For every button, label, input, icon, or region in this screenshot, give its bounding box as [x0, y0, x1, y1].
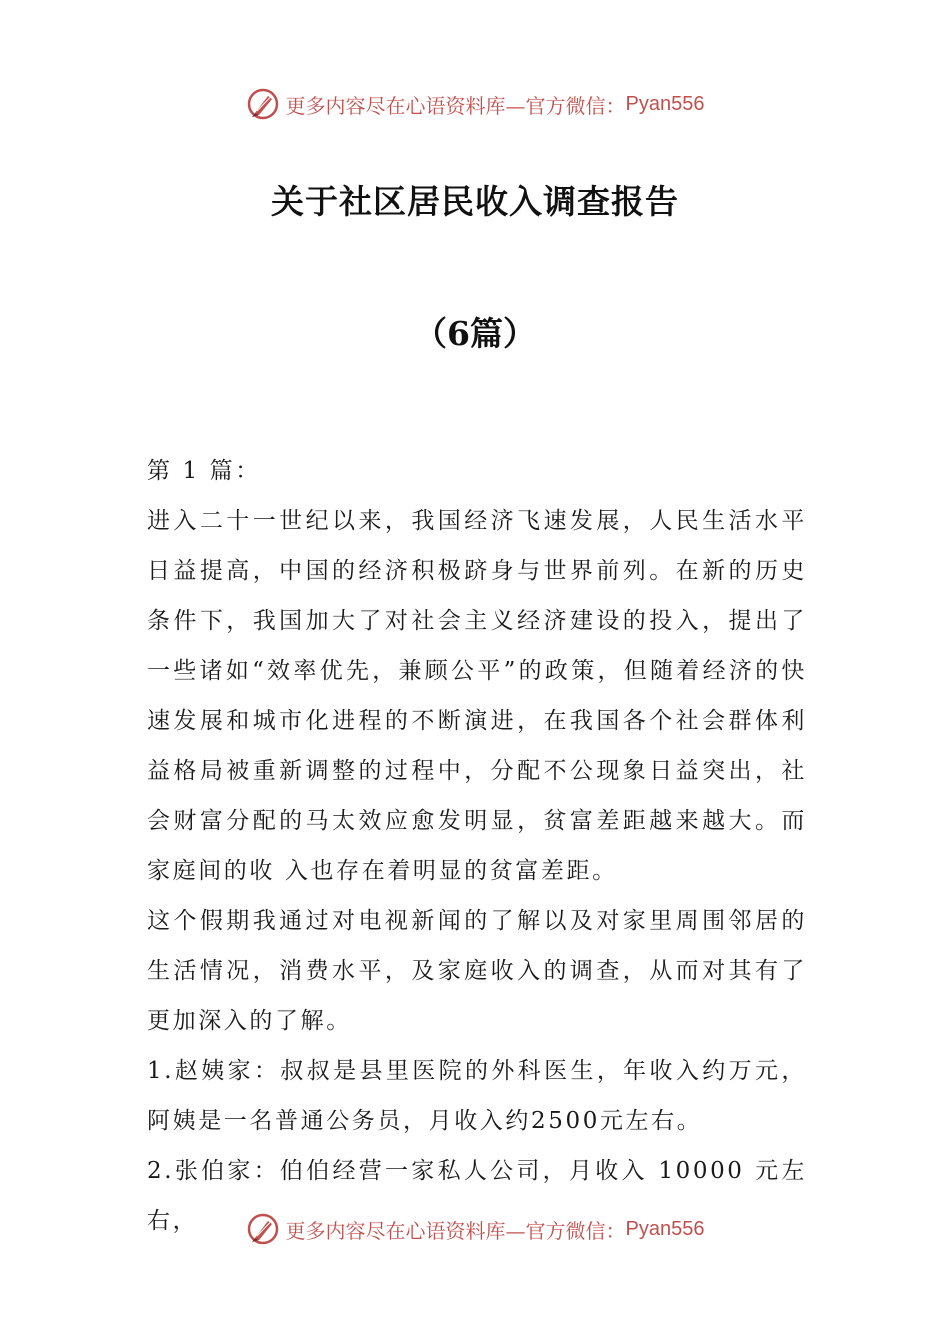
section-label: 第 1 篇： [147, 458, 261, 484]
pen-nib-icon [246, 1212, 280, 1246]
pen-nib-icon [246, 87, 280, 121]
list-item: 1.赵姨家：叔叔是县里医院的外科医生，年收入约万元，阿姨是一名普通公务员，月收入约2500元左右。 [147, 1058, 807, 1134]
watermark-text: 更多内容尽在心语资料库—官方微信： [285, 1218, 626, 1243]
footer-watermark [0, 1209, 950, 1249]
document-subtitle: （6篇） [414, 314, 536, 353]
watermark-wechat-id: Pyan556 [625, 1217, 705, 1240]
watermark-text: 更多内容尽在心语资料库—官方微信： [285, 93, 626, 118]
document-body [147, 446, 807, 1246]
document-title: 关于社区居民收入调查报告 [271, 182, 679, 221]
paragraph: 进入二十一世纪以来，我国经济飞速发展，人民生活水平日益提高，中国的经济积极跻身与世界前列。在新的历史条件下，我国加大了对社会主义经济建设的投入，提出了一些诸如“效率优先，兼顾公平”的政策，但随着经济的快速发展和城市化进程的不断演进，在我国各个社会群体利益格局被重新调整的过程中，分配不公现象日益突出，社会财富分配的马太效应愈发明显，贫富差距越来越大。而家庭间的收 入也存在着明显的贫富差距。 [147, 508, 807, 884]
header-watermark [0, 84, 950, 124]
paragraph: 这个假期我通过对电视新闻的了解以及对家里周围邻居的生活情况，消费水平，及家庭收入的调查，从而对其有了更加深入的了解。 [147, 908, 807, 1034]
watermark-wechat-id: Pyan556 [625, 92, 705, 115]
list-item: 2.张伯家：伯伯经营一家私人公司，月收入 10000 元左右， [147, 1158, 807, 1234]
